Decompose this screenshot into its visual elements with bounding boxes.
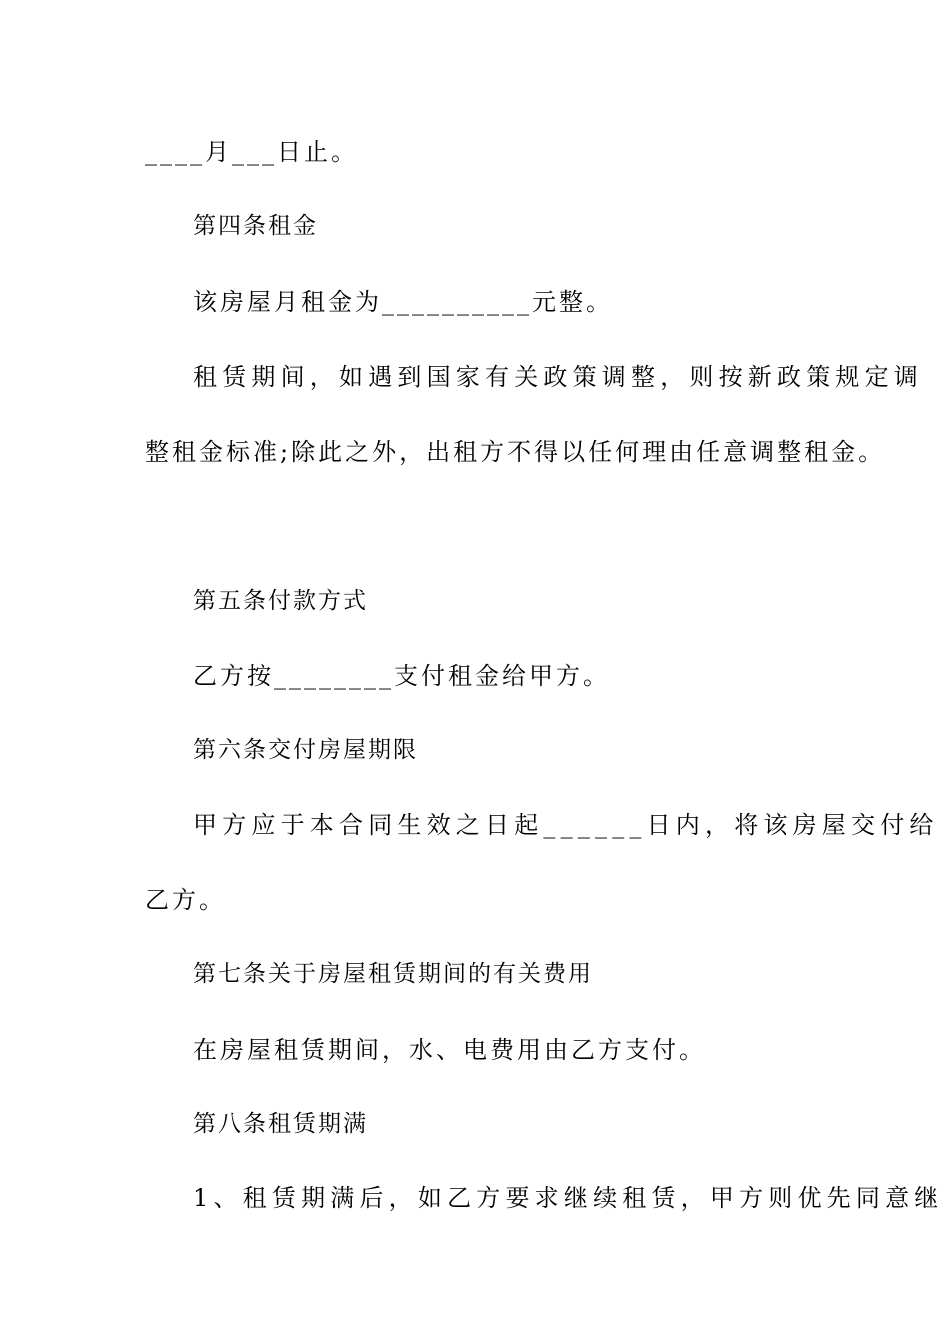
- paragraph-term-end-date: ____月___日止。: [145, 138, 358, 166]
- article-8-heading: 第八条租赁期满: [193, 1111, 368, 1137]
- paragraph-delivery-line-1: 甲方应于本合同生效之日起______日内，将该房屋交付给: [193, 811, 939, 839]
- article-5-heading: 第五条付款方式: [193, 588, 368, 614]
- paragraph-utility-costs: 在房屋租赁期间，水、电费用由乙方支付。: [193, 1036, 706, 1064]
- article-4-heading: 第四条租金: [193, 213, 318, 239]
- paragraph-renewal-line-1: 1、租赁期满后，如乙方要求继续租赁，甲方则优先同意继: [193, 1184, 944, 1212]
- paragraph-delivery-line-2: 乙方。: [145, 886, 226, 914]
- paragraph-rent-adjustment-line-1: 租赁期间，如遇到国家有关政策调整，则按新政策规定调: [193, 363, 923, 391]
- article-6-heading: 第六条交付房屋期限: [193, 737, 418, 763]
- paragraph-rent-adjustment-line-2: 整租金标准;除此之外，出租方不得以任何理由任意调整租金。: [145, 438, 886, 466]
- article-7-heading: 第七条关于房屋租赁期间的有关费用: [193, 961, 593, 987]
- paragraph-payment-method: 乙方按________支付租金给甲方。: [193, 662, 610, 690]
- paragraph-monthly-rent: 该房屋月租金为__________元整。: [193, 288, 613, 316]
